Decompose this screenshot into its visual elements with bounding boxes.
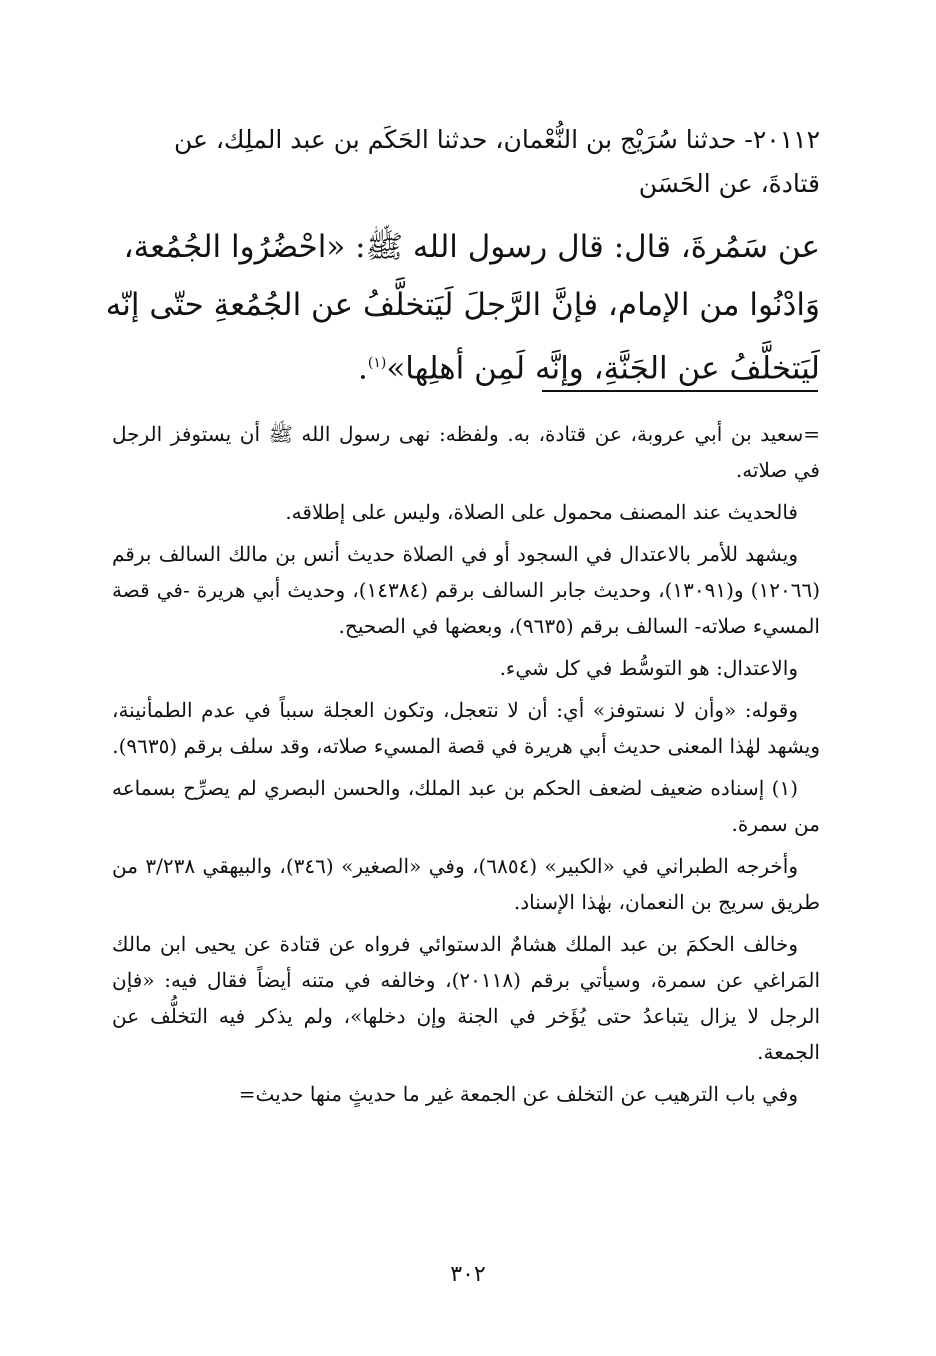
note-paragraph: =سعيد بن أبي عروبة، عن قتادة، به. ولفظه: نهى رسول الله ﷺ أن يستوفز الرجل في صلاته. bbox=[112, 422, 820, 482]
footnote-separator bbox=[542, 390, 818, 392]
chain-line-1: ٢٠١١٢- حدثنا سُرَيْج بن النُّعْمان، حدثنا الحَكَم بن عبد الملِك، عن bbox=[173, 125, 820, 154]
footnote-1: (١) إسناده ضعيف لضعف الحكم بن عبد الملك، والحسن البصري لم يصرِّح بسماعه من سمرة. bbox=[112, 776, 820, 836]
page-number: ٣٠٢ bbox=[450, 1262, 486, 1287]
footnote-marker: (١) bbox=[367, 355, 387, 371]
end-mark: . bbox=[358, 350, 368, 387]
note-paragraph: ويشهد للأمر بالاعتدال في السجود أو في الصلاة حديث أنس بن مالك السالف برقم (١٢٠٦٦) و(١٣٠٩١)، وحديث جابر السالف برقم (١٤٣٨٤)، وحديث أبي هريرة -في قصة المسيء صلاته- السالف برقم (٩٦٣٥)، وبعضها في الصحيح. bbox=[112, 542, 820, 638]
matn-line-3-text: لَيَتخلَّفُ عن الجَنَّةِ، وإنَّه لَمِن أهلِها» bbox=[386, 350, 820, 387]
footnotes bbox=[112, 416, 820, 1118]
note-paragraph: وقوله: «وأن لا نستوفز» أي: أن لا نتعجل، وتكون العجلة سبباً في عدم الطمأنينة، ويشهد لهٰذا المعنى حديث أبي هريرة في قصة المسيء صلاته، وقد سلف برقم (٩٦٣٥). bbox=[112, 698, 820, 758]
chain-line-2: قتادةَ، عن الحَسَن bbox=[638, 169, 820, 198]
matn-line-1: عن سَمُرةَ، قال: قال رسول الله ﷺ: «احْضُرُوا الجُمُعة، bbox=[123, 229, 820, 265]
matn-line-2: وَادْنُوا من الإمام، فإنَّ الرَّجلَ لَيَتخلَّفُ عن الجُمُعةِ حتّى إنّه bbox=[105, 287, 820, 323]
note-paragraph: فالحديث عند المصنف محمول على الصلاة، وليس على إطلاقه. bbox=[285, 500, 798, 524]
note-paragraph: وخالف الحكمَ بن عبد الملك هشامٌ الدستوائي فرواه عن قتادة عن يحيى ابن مالك المَراغي عن سمرة، وسيأتي برقم (٢٠١١٨)، وخالفه في متنه أيضاً فقال فيه: «فإن الرجل لا يزال يتباعدُ حتى يُؤَخر في الجنة وإن دخلها»، ولم يذكر فيه التخلُّف عن الجمعة. bbox=[112, 932, 821, 1064]
hadith-chain bbox=[112, 118, 820, 206]
note-paragraph: والاعتدال: هو التوسُّط في كل شيء. bbox=[499, 656, 798, 680]
matn-line-3 bbox=[112, 334, 820, 397]
note-paragraph: وفي باب الترهيب عن التخلف عن الجمعة غير ما حديثٍ منها حديث= bbox=[238, 1082, 798, 1106]
note-paragraph: وأخرجه الطبراني في «الكبير» (٦٨٥٤)، وفي «الصغير» (٣٤٦)، والبيهقي ٣/٢٣٨ من طريق سريج بن النعمان، بهٰذا الإسناد. bbox=[112, 854, 820, 914]
hadith-text bbox=[105, 218, 820, 397]
